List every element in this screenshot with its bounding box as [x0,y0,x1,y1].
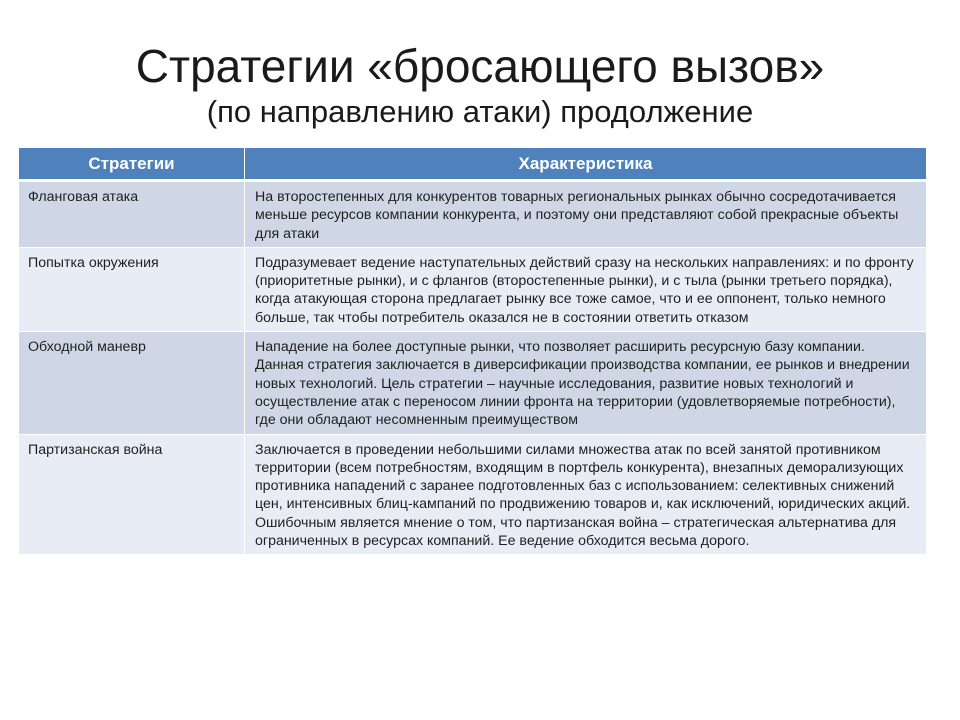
slide-title: Стратегии «бросающего вызов» [135,40,825,92]
strategy-description-cell: Подразумевает ведение наступательных действий сразу на нескольких направлениях: и по фронту (приоритетные рынки), и с флангов (второстепенные рынки), и с тыла (рынки третьего порядка), когда атакующая сторона предлагает рынку все тоже самое, что и ее оппонент, только немного больше, так чтобы потребитель оказался не в состоянии ответить отказом [245,248,926,332]
strategy-description-cell: На второстепенных для конкурентов товарных региональных рынках обычно сосредотачивается меньше ресурсов компании конкурента, и поэтому они представляют собой прекрасные объекты для атаки [245,182,926,248]
strategy-name-cell: Фланговая атака [19,182,245,248]
column-header-strategies: Стратегии [19,148,245,182]
strategy-name-cell: Попытка окружения [19,248,245,332]
strategy-table [19,148,926,555]
strategy-description-cell: Нападение на более доступные рынки, что позволяет расширить ресурсную базу компании. Данная стратегия заключается в диверсификации производства компании, ее рынков и внедрении новых технологий. Цель стратегии – научные исследования, развитие новых технологий и осуществление атак с переносом линии фронта на территории (удовлетворяемые потребности), где они обладают несомненным преимуществом [245,332,926,434]
table-row [19,435,926,556]
table-row [19,332,926,434]
slide-subtitle: (по направлению атаки) продолжение [206,94,754,129]
strategy-name-cell: Партизанская война [19,435,245,556]
strategy-description-cell: Заключается в проведении небольшими силами множества атак по всей занятой противником территории (всем потребностям, входящим в портфель конкурента), внезапных деморализующих противника нападений с заранее подготовленных баз с использованием: селективных снижений цен, интенсивных блиц-кампаний по продвижению товаров и, как исключений, юридических акций. Ошибочным является мнение о том, что партизанская война – стратегическая альтернатива для ограниченных в ресурсах компаний. Ее ведение обходится весьма дорого. [245,435,926,556]
column-header-characteristics: Характеристика [245,148,926,182]
table-row [19,182,926,248]
strategy-name-cell: Обходной маневр [19,332,245,434]
table-header-row [19,148,926,182]
table-row [19,248,926,332]
